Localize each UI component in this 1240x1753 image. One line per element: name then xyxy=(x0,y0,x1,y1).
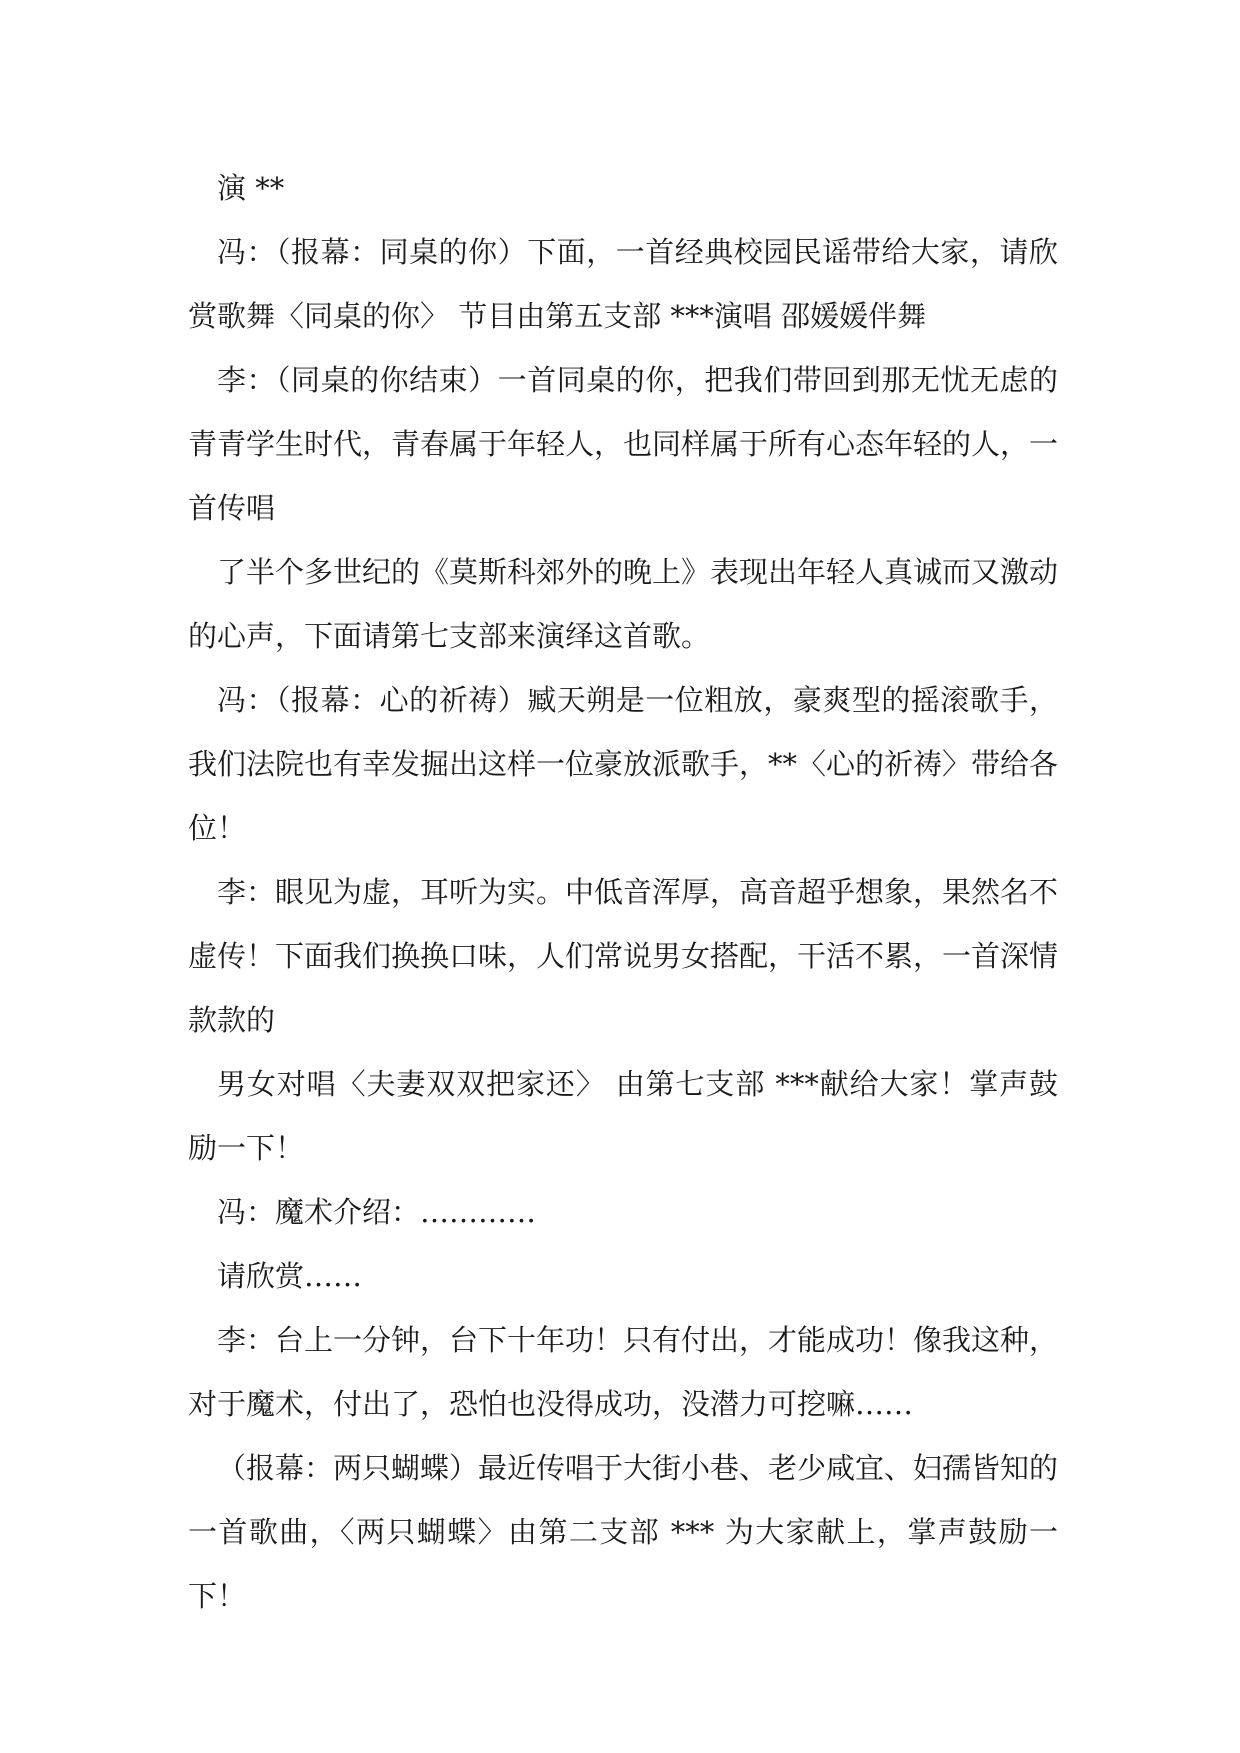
paragraph-moscow-song: 了半个多世纪的《莫斯科郊外的晚上》表现出年轻人真诚而又激动的心声，下面请第七支部来演绎这首歌。 xyxy=(188,555,1059,653)
paragraph-magic-intro: 冯：魔术介绍：………… xyxy=(217,1195,537,1229)
paragraph-tongzhuo-intro: 冯：（报幕：同桌的你）下面，一首经典校园民谣带给大家，请欣赏歌舞〈同桌的你〉 节目由第五支部 ***演唱 邵媛媛伴舞 xyxy=(188,235,1058,333)
paragraph-performer-line: 演 ** xyxy=(217,171,285,205)
paragraph-duet-lead: 李：眼见为虚，耳听为实。中低音浑厚，高音超乎想象，果然名不虚传！下面我们换换口味，人们常说男女搭配，干活不累，一首深情款款的 xyxy=(188,875,1059,1037)
document-body xyxy=(188,156,1058,1628)
paragraph-magic-comment: 李：台上一分钟，台下十年功！只有付出，才能成功！像我这种，对于魔术，付出了，恐怕也没得成功，没潜力可挖嘛…… xyxy=(188,1323,1059,1421)
paragraph-tongzhuo-end: 李：（同桌的你结束）一首同桌的你，把我们带回到那无忧无虑的青青学生时代，青春属于年轻人，也同样属于所有心态年轻的人，一首传唱 xyxy=(188,363,1059,525)
paragraph-xin-de-qidao: 冯：（报幕：心的祈祷）臧天朔是一位粗放，豪爽型的摇滚歌手，我们法院也有幸发掘出这样一位豪放派歌手，**〈心的祈祷〉带给各位！ xyxy=(188,683,1059,845)
paragraph-duet-intro: 男女对唱〈夫妻双双把家还〉 由第七支部 ***献给大家！掌声鼓励一下！ xyxy=(188,1067,1058,1165)
paragraph-two-butterflies: （报幕：两只蝴蝶）最近传唱于大街小巷、老少咸宜、妇孺皆知的一首歌曲，〈两只蝴蝶〉由第二支部 *** 为大家献上，掌声鼓励一下！ xyxy=(188,1451,1059,1613)
paragraph-please-enjoy: 请欣赏…… xyxy=(217,1259,363,1293)
